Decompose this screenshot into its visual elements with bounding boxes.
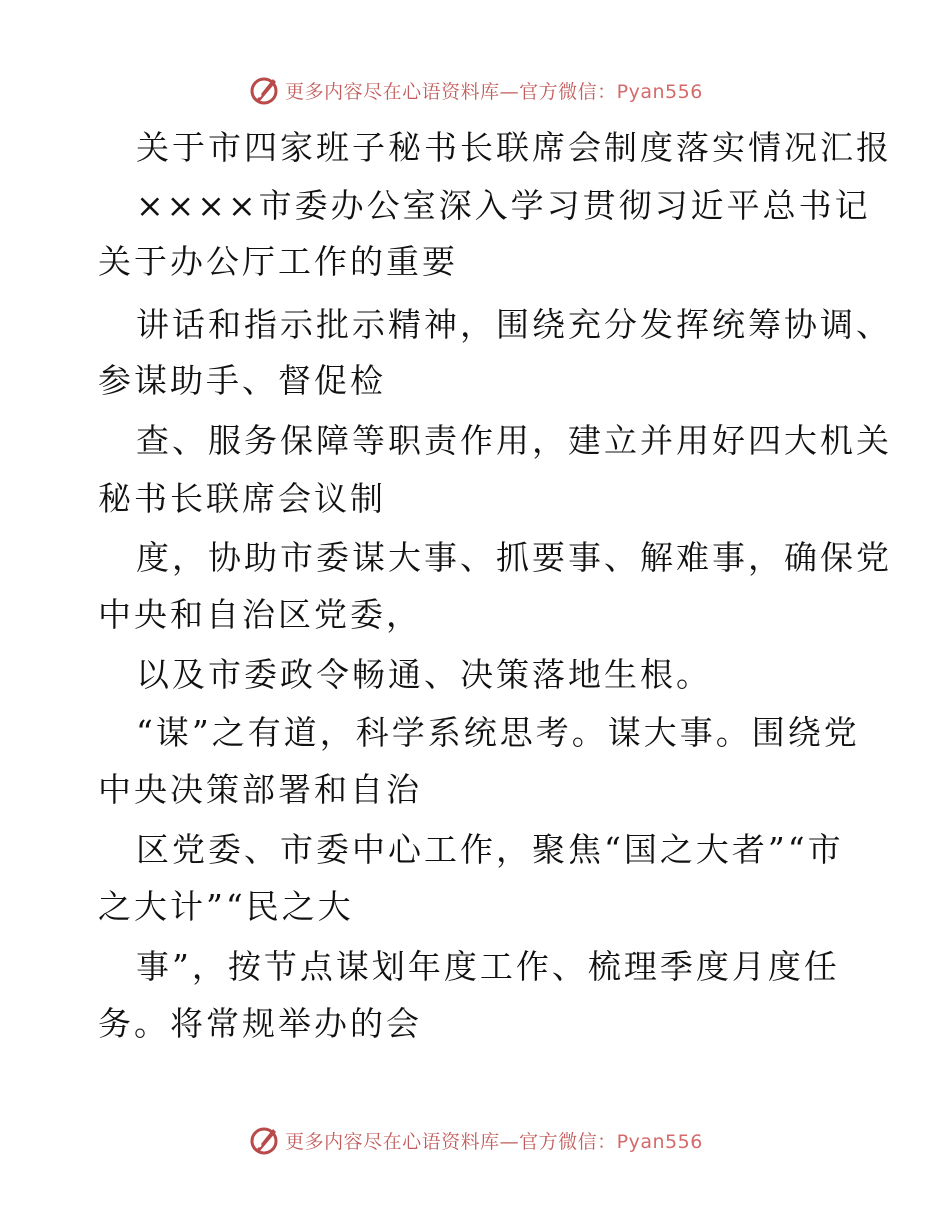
paragraph-line: 讲话和指示批示精神，围绕充分发挥统筹协调、: [136, 305, 892, 344]
paragraph-line: 中央和自治区党委，: [98, 595, 422, 634]
paragraph-line: 之大计”“民之大: [98, 887, 354, 926]
paragraph-line: 关于办公厅工作的重要: [98, 242, 458, 281]
watermark-text: [285, 77, 703, 104]
paragraph-line: 务。将常规举办的会: [98, 1004, 422, 1043]
paragraph-line: 秘书长联席会议制: [98, 479, 386, 518]
watermark-wechat-id: Pyan556: [616, 80, 703, 103]
paragraph-line: 查、服务保障等职责作用，建立并用好四大机关: [136, 421, 892, 460]
pen-logo-icon: [247, 73, 281, 107]
paragraph-line: 参谋助手、督促检: [98, 361, 386, 400]
watermark-label: 更多内容尽在心语资料库—官方微信：: [285, 80, 617, 103]
watermark-label: 更多内容尽在心语资料库—官方微信：: [285, 1130, 617, 1153]
paragraph-line: 区党委、市委中心工作，聚焦“国之大者”“市: [136, 830, 844, 869]
pen-logo-icon: [247, 1123, 281, 1157]
paragraph-line: ××××市委办公室深入学习贯彻习近平总书记: [136, 186, 871, 225]
paragraph-line: 中央决策部署和自治: [98, 770, 422, 809]
watermark-text: [285, 1127, 703, 1154]
watermark-footer: [0, 1120, 950, 1160]
watermark-wechat-id: Pyan556: [616, 1130, 703, 1153]
paragraph-line: 以及市委政令畅通、决策落地生根。: [136, 655, 712, 694]
paragraph-line: “谋”之有道，科学系统思考。谋大事。围绕党: [136, 713, 860, 752]
document-title: 关于市四家班子秘书长联席会制度落实情况汇报: [136, 128, 892, 167]
paragraph-line: 事”，按节点谋划年度工作、梳理季度月度任: [136, 947, 840, 986]
paragraph-line: 度，协助市委谋大事、抓要事、解难事，确保党: [136, 538, 892, 577]
watermark-header: [0, 70, 950, 110]
